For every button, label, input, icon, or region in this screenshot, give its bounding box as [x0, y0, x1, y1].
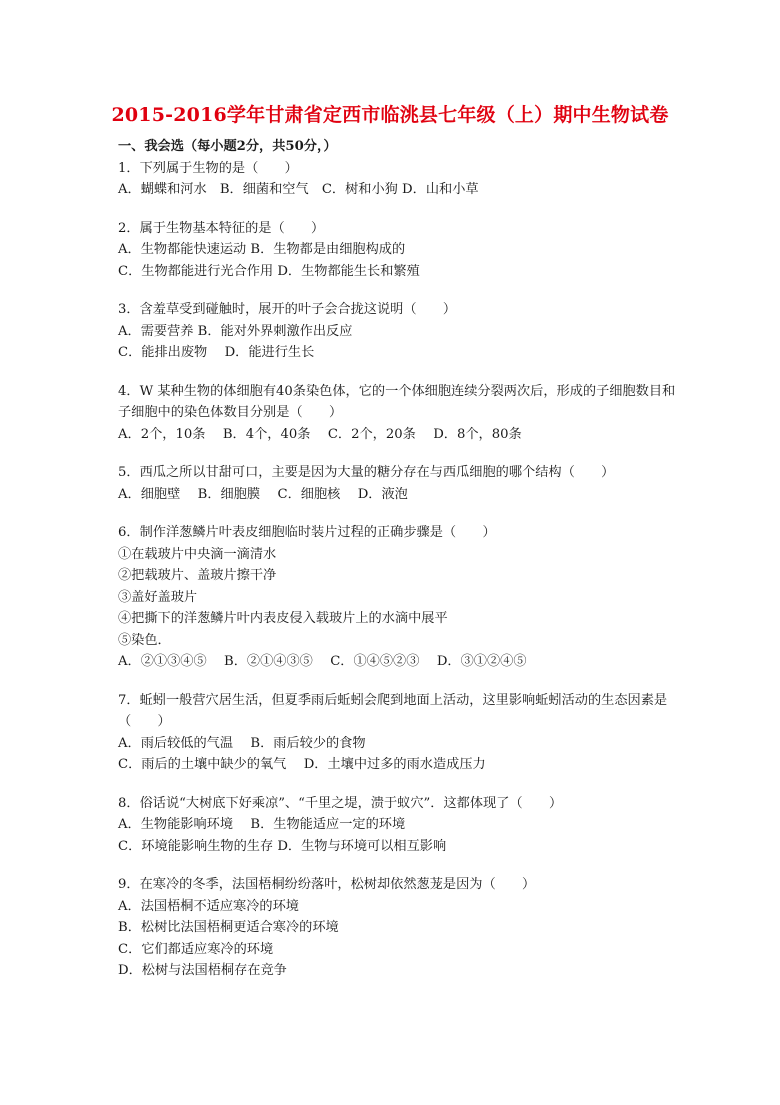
question-stem: 8．俗话说“大树底下好乘凉”、“千里之堤，溃于蚁穴”．这都体现了（ ） [118, 795, 563, 811]
question-9 [118, 874, 678, 982]
question-option-line: C．生物都能进行光合作用 D．生物都能生长和繁殖 [118, 263, 420, 279]
question-option-line: C．环境能影响生物的生存 D．生物与环境可以相互影响 [118, 838, 447, 854]
page-title: 2015-2016学年甘肃省定西市临洮县七年级（上）期中生物试卷 [111, 104, 669, 126]
question-option-line: C．雨后的土壤中缺少的氧气 D．土壤中过多的雨水造成压力 [118, 757, 486, 772]
section-heading: 一、我会选（每小题2分，共50分，） [118, 139, 337, 154]
question-stem: 4．W 某种生物的体细胞有40条染色体，它的一个体细胞连续分裂两次后，形成的子细胞数目和子细胞中的染色体数目分别是（ ） [118, 383, 676, 420]
question-list [118, 158, 678, 982]
question-option-line: A．蝴蝶和河水 B．细菌和空气 C．树和小狗 D．山和小草 [118, 182, 479, 197]
question-option-line: A．②①③④⑤ B．②①④③⑤ C．①④⑤②③ D．③①②④⑤ [118, 654, 527, 669]
question-option-line: ①在载玻片中央滴一滴清水 [118, 546, 277, 562]
question-8 [118, 793, 678, 858]
question-1 [118, 158, 678, 201]
question-stem: 5．西瓜之所以甘甜可口，主要是因为大量的糖分存在与西瓜细胞的哪个结构（ ） [118, 465, 615, 480]
question-5 [118, 462, 678, 505]
question-stem: 6．制作洋葱鳞片叶表皮细胞临时装片过程的正确步骤是（ ） [118, 525, 496, 540]
question-option-line: ②把载玻片、盖玻片擦干净 [118, 568, 277, 583]
question-2 [118, 218, 678, 283]
question-option-line: A．法国梧桐不适应寒冷的环境 [118, 898, 299, 914]
question-7 [118, 690, 678, 776]
question-option-line: C．它们都适应寒冷的环境 [118, 941, 274, 957]
question-option-line: A．2个，10条 B．4个，40条 C．2个，20条 D．8个，80条 [118, 426, 522, 442]
question-option-line: ③盖好盖玻片 [118, 589, 198, 605]
question-3 [118, 299, 678, 364]
question-option-line: D．松树与法国梧桐存在竞争 [118, 963, 287, 978]
question-stem: 1．下列属于生物的是（ ） [118, 160, 298, 176]
question-4 [118, 381, 678, 446]
question-6 [118, 522, 678, 673]
question-option-line: A．需要营养 B．能对外界刺激作出反应 [118, 323, 353, 339]
exam-body [118, 136, 678, 982]
question-stem: 3．含羞草受到碰触时，展开的叶子会合拢这说明（ ） [118, 302, 457, 317]
question-option-line: C．能排出废物 D．能进行生长 [118, 345, 315, 360]
question-option-line: A．生物都能快速运动 B．生物都是由细胞构成的 [118, 242, 406, 257]
question-stem: 2．属于生物基本特征的是（ ） [118, 220, 325, 236]
question-option-line: A．雨后较低的气温 B．雨后较少的食物 [118, 735, 366, 751]
question-option-line: A．生物能影响环境 B．生物能适应一定的环境 [118, 817, 406, 832]
question-option-line: B．松树比法国梧桐更适合寒冷的环境 [118, 920, 339, 935]
question-option-line: ⑤染色． [118, 632, 171, 648]
question-stem: 7．蚯蚓一般营穴居生活，但夏季雨后蚯蚓会爬到地面上活动，这里影响蚯蚓活动的生态因素是（ ） [118, 692, 668, 729]
question-option-line: A．细胞壁 B．细胞膜 C．细胞核 D．液泡 [118, 486, 408, 502]
question-stem: 9．在寒冷的冬季，法国梧桐纷纷落叶，松树却依然葱茏是因为（ ） [118, 877, 536, 892]
question-option-line: ④把撕下的洋葱鳞片叶内表皮侵入载玻片上的水滴中展平 [118, 611, 448, 626]
